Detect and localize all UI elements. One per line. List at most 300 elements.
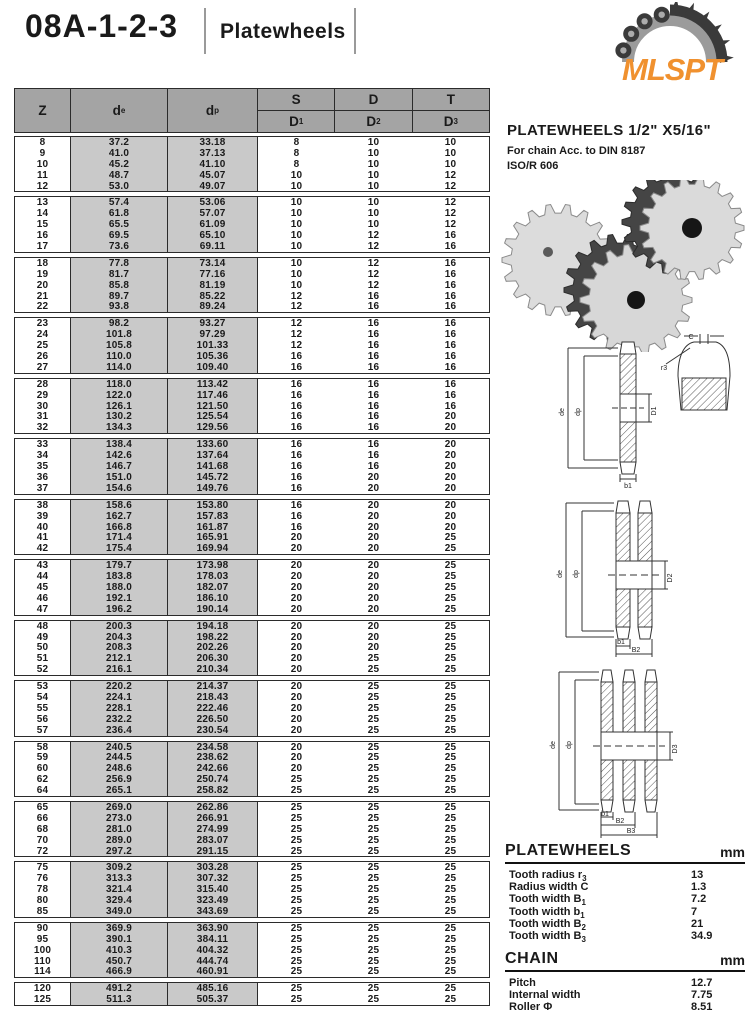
page-title: 08A-1-2-3 <box>25 8 179 44</box>
table-cell: 20 <box>444 499 457 511</box>
table-row <box>15 774 489 785</box>
logo-chain-roller-hole <box>628 31 634 37</box>
table-cell: 73.6 <box>70 241 167 252</box>
table-cell: 145.72 <box>167 472 258 483</box>
table-cell: 68 <box>36 823 49 835</box>
table-cell: 303.28 <box>167 862 258 873</box>
dim-label-b1: b1 <box>617 639 625 646</box>
table-cell: 410.3 <box>70 945 167 956</box>
table-cell: 20 <box>444 521 457 533</box>
table-cell: 10 <box>367 147 380 159</box>
table-cell: 16 <box>444 351 457 362</box>
table-row <box>15 439 489 450</box>
table-cell: 125 <box>33 994 52 1006</box>
table-cell: 10 <box>444 147 457 159</box>
table-row <box>15 681 489 692</box>
table-cell: 122.0 <box>70 390 167 401</box>
table-cell: 25 <box>290 834 303 846</box>
table-cell: 20 <box>367 560 380 572</box>
dim-label-d3: D3 <box>672 744 679 754</box>
table-cell: 25 <box>290 944 303 956</box>
table-cell: 236.4 <box>70 725 167 736</box>
table-cell: 138.4 <box>70 439 167 450</box>
spec-row <box>505 893 745 908</box>
table-cell: 218.43 <box>167 692 258 703</box>
table-body <box>14 136 490 1006</box>
spec-value: 21 <box>691 917 704 930</box>
table-cell: 65.5 <box>70 219 167 230</box>
table-row <box>15 934 489 945</box>
table-cell: 214.37 <box>167 681 258 692</box>
spec-value: 34.9 <box>691 930 713 943</box>
table-cell: 248.6 <box>70 763 167 774</box>
table-group <box>14 620 490 676</box>
table-row <box>15 945 489 956</box>
table-cell: 291.15 <box>167 846 258 857</box>
table-cell: 20 <box>367 571 380 582</box>
table-cell: 20 <box>367 581 380 593</box>
table-cell: 19 <box>36 268 49 280</box>
table-row <box>15 137 489 148</box>
table-cell: 485.16 <box>167 983 258 994</box>
table-cell: 16 <box>290 351 303 362</box>
spec-unit: mm <box>720 952 745 968</box>
table-cell: 20 <box>367 499 380 511</box>
table-cell: 53.06 <box>167 197 258 208</box>
table-group <box>14 438 490 494</box>
table-cell: 20 <box>290 681 303 692</box>
table-cell: 121.50 <box>167 401 258 412</box>
table-cell: 20 <box>290 571 303 582</box>
table-cell: 20 <box>290 752 303 764</box>
table-cell: 37 <box>36 482 49 494</box>
table-cell: 240.5 <box>70 742 167 753</box>
table-cell: 192.1 <box>70 593 167 604</box>
table-cell: 16 <box>444 378 457 390</box>
table-cell: 28 <box>36 378 49 390</box>
section-subtitle-1: For chain Acc. to DIN 8187 <box>507 145 646 157</box>
table-row <box>15 291 489 302</box>
table-cell: 34 <box>36 450 49 462</box>
table-cell: 25 <box>367 823 380 835</box>
table-cell: 10 <box>290 219 303 231</box>
table-cell: 37.13 <box>167 148 258 159</box>
table-row <box>15 280 489 291</box>
table-cell: 25 <box>444 834 457 846</box>
dim-label-dp: dp <box>566 741 573 749</box>
table-cell: 20 <box>367 510 380 522</box>
table-cell: 142.6 <box>70 450 167 461</box>
table-cell: 25 <box>290 785 303 796</box>
table-cell: 25 <box>444 560 457 572</box>
table-cell: 8 <box>39 137 46 148</box>
table-cell: 129.56 <box>167 422 258 433</box>
table-cell: 57.07 <box>167 208 258 219</box>
table-cell: 10 <box>36 158 49 170</box>
table-cell: 10 <box>290 180 303 192</box>
table-cell: 25 <box>444 592 457 604</box>
table-cell: 60 <box>36 763 49 775</box>
table-cell: 20 <box>367 482 380 494</box>
table-group <box>14 861 490 917</box>
table-cell: 117.46 <box>167 390 258 401</box>
table-cell: 25 <box>444 571 457 582</box>
table-row <box>15 543 489 554</box>
table-cell: 25 <box>367 873 380 885</box>
table-cell: 491.2 <box>70 983 167 994</box>
dim-label-b3: B3 <box>626 828 636 835</box>
table-cell: 25 <box>444 664 457 676</box>
table-cell: 16 <box>367 422 380 434</box>
table-cell: 25 <box>367 922 380 934</box>
table-cell: 16 <box>290 461 303 472</box>
col-header-de-base: d <box>112 103 121 118</box>
table-cell: 16 <box>367 450 380 462</box>
table-cell: 53.0 <box>70 181 167 192</box>
table-cell: 110.0 <box>70 351 167 362</box>
table-cell: 12 <box>367 268 380 280</box>
table-cell: 183.8 <box>70 571 167 582</box>
table-cell: 10 <box>290 279 303 291</box>
table-cell: 20 <box>290 642 303 654</box>
spec-header <box>505 842 745 864</box>
spec-label: Pitch <box>509 977 536 989</box>
title-divider-2 <box>354 8 356 54</box>
table-cell: 49 <box>36 631 49 643</box>
table-cell: 204.3 <box>70 632 167 643</box>
table-row <box>15 362 489 373</box>
logo-text: MLSPT <box>622 52 723 84</box>
table-cell: 224.1 <box>70 692 167 703</box>
table-cell: 149.76 <box>167 483 258 494</box>
table-cell: 16 <box>290 521 303 533</box>
table-cell: 89.24 <box>167 301 258 312</box>
table-cell: 89.7 <box>70 291 167 302</box>
table-cell: 41.10 <box>167 159 258 170</box>
table-cell: 25 <box>367 834 380 846</box>
table-cell: 202.26 <box>167 642 258 653</box>
table-cell: 25 <box>444 774 457 786</box>
table-cell: 20 <box>36 279 49 291</box>
table-cell: 16 <box>444 301 457 313</box>
table-cell: 65 <box>36 801 49 813</box>
table-cell: 25 <box>367 966 380 978</box>
table-cell: 55 <box>36 702 49 714</box>
table-cell: 114 <box>34 966 51 978</box>
table-cell: 25 <box>444 642 457 654</box>
table-cell: 511.3 <box>70 994 167 1005</box>
spec-label-sub: 3 <box>582 874 587 884</box>
table-cell: 10 <box>367 208 380 220</box>
table-cell: 25 <box>444 944 457 956</box>
triple-platewheel-drawing <box>543 660 750 840</box>
table-cell: 16 <box>367 329 380 341</box>
table-cell: 130.2 <box>70 411 167 422</box>
table-cell: 25 <box>444 955 457 967</box>
spec-label: Tooth radius $r_3$ <box>509 869 587 884</box>
table-cell: 25 <box>367 702 380 714</box>
table-cell: 53 <box>36 681 49 692</box>
table-cell: 16 <box>290 378 303 390</box>
table-cell: 47 <box>36 603 49 615</box>
table-cell: 162.7 <box>70 511 167 522</box>
table-cell: 16 <box>290 389 303 401</box>
table-cell: 46 <box>36 592 49 604</box>
table-cell: 16 <box>290 482 303 494</box>
table-cell: 20 <box>367 471 380 483</box>
table-cell: 158.6 <box>70 500 167 511</box>
spec-row <box>505 977 745 989</box>
single-sprocket-hole <box>543 247 553 257</box>
table-cell: 100 <box>33 944 52 956</box>
table-row <box>15 197 489 208</box>
table-cell: 77.16 <box>167 269 258 280</box>
table-cell: 25 <box>444 873 457 885</box>
table-cell: 23 <box>36 318 49 330</box>
table-row <box>15 835 489 846</box>
col-header-de: d e <box>70 89 167 132</box>
table-row <box>15 219 489 230</box>
table-cell: 234.58 <box>167 742 258 753</box>
table-cell: 16 <box>444 318 457 330</box>
table-group <box>14 257 490 313</box>
table-cell: 118.0 <box>70 379 167 390</box>
table-cell: 20 <box>367 543 380 555</box>
brand-logo <box>598 2 750 84</box>
table-cell: 113.42 <box>167 379 258 390</box>
table-cell: 16 <box>367 461 380 472</box>
table-group <box>14 741 490 797</box>
title-divider <box>204 8 206 54</box>
table-cell: 25 <box>367 691 380 703</box>
col-header-t: T <box>412 89 489 110</box>
table-row <box>15 725 489 736</box>
table-row <box>15 269 489 280</box>
spec-row <box>505 989 745 1001</box>
table-cell: 12 <box>290 290 303 302</box>
table-row <box>15 340 489 351</box>
table-cell: 25 <box>290 922 303 934</box>
table-cell: 43 <box>36 560 49 572</box>
table-cell: 134.3 <box>70 422 167 433</box>
table-cell: 12 <box>290 318 303 330</box>
table-cell: 25 <box>444 724 457 736</box>
table-cell: 25 <box>367 681 380 692</box>
table-cell: 289.0 <box>70 835 167 846</box>
table-cell: 20 <box>367 592 380 604</box>
logo-chain-roller-hole <box>659 12 665 18</box>
table-cell: 25 <box>367 845 380 857</box>
table-cell: 20 <box>367 620 380 632</box>
table-cell: 31 <box>36 411 49 423</box>
table-cell: 165.91 <box>167 532 258 543</box>
spec-label: Roller Φ <box>509 1001 553 1014</box>
table-cell: 25 <box>290 845 303 857</box>
table-cell: 8 <box>293 137 300 148</box>
table-cell: 16 <box>444 290 457 302</box>
table-cell: 10 <box>367 169 380 181</box>
table-cell: 10 <box>290 257 303 269</box>
table-cell: 188.0 <box>70 582 167 593</box>
spec-row <box>505 930 745 945</box>
table-cell: 20 <box>444 482 457 494</box>
dim-label-b1: b1 <box>601 811 609 818</box>
dim-label-b2: B2 <box>615 818 625 825</box>
table-row <box>15 873 489 884</box>
table-cell: 369.9 <box>70 923 167 934</box>
table-cell: 105.8 <box>70 340 167 351</box>
dim-label-c: C <box>688 334 694 341</box>
table-cell: 62 <box>36 774 49 786</box>
table-cell: 16 <box>290 400 303 412</box>
table-cell: 12 <box>36 180 49 192</box>
table-cell: 25 <box>367 955 380 967</box>
table-cell: 29 <box>36 389 49 401</box>
table-cell: 25 <box>444 653 457 665</box>
table-cell: 17 <box>36 241 49 252</box>
double-sprocket-hole <box>627 291 645 309</box>
table-cell: 20 <box>367 532 380 544</box>
table-row <box>15 895 489 906</box>
table-row <box>15 170 489 181</box>
table-cell: 80 <box>36 895 49 906</box>
table-cell: 20 <box>290 581 303 593</box>
table-cell: 169.94 <box>167 543 258 554</box>
table-cell: 12 <box>290 340 303 352</box>
table-cell: 450.7 <box>70 956 167 967</box>
table-cell: 12 <box>367 241 380 252</box>
spec-label: Internal width <box>509 989 581 1002</box>
table-row <box>15 692 489 703</box>
table-cell: 16 <box>444 257 457 269</box>
table-cell: 16 <box>444 279 457 291</box>
section-subtitle-2: ISO/R 606 <box>507 160 559 172</box>
table-cell: 25 <box>290 983 303 995</box>
table-cell: 52 <box>36 664 49 676</box>
table-cell: 25 <box>444 906 457 917</box>
spec-label: Tooth width $B_1$ <box>509 893 586 908</box>
dim-label-d1: D1 <box>651 406 658 416</box>
table-cell: 25 <box>444 801 457 813</box>
table-cell: 16 <box>367 351 380 362</box>
logo-chain-roller-hole <box>641 18 647 24</box>
table-cell: 51 <box>36 653 49 665</box>
table-cell: 20 <box>290 592 303 604</box>
table-cell: 313.3 <box>70 873 167 884</box>
table-cell: 25 <box>444 752 457 764</box>
table-cell: 44 <box>36 571 49 582</box>
table-cell: 27 <box>36 361 49 373</box>
spec-row <box>505 906 745 918</box>
table-cell: 49.07 <box>167 181 258 192</box>
table-row <box>15 472 489 483</box>
table-cell: 206.30 <box>167 653 258 664</box>
table-cell: 16 <box>367 318 380 330</box>
spec-header <box>505 950 745 972</box>
table-cell: 56 <box>36 713 49 725</box>
table-cell: 25 <box>444 845 457 857</box>
table-cell: 101.8 <box>70 329 167 340</box>
table-cell: 93.8 <box>70 301 167 312</box>
table-cell: 20 <box>290 691 303 703</box>
dim-label-b2: B2 <box>631 647 641 654</box>
table-cell: 230.54 <box>167 725 258 736</box>
table-cell: 101.33 <box>167 340 258 351</box>
col-header-dp: d p <box>167 89 258 132</box>
table-cell: 309.2 <box>70 862 167 873</box>
table-cell: 73.14 <box>167 258 258 269</box>
table-cell: 216.1 <box>70 664 167 675</box>
table-cell: 363.90 <box>167 923 258 934</box>
table-cell: 25 <box>290 955 303 967</box>
table-cell: 10 <box>290 197 303 209</box>
table-row <box>15 966 489 977</box>
table-cell: 25 <box>367 906 380 917</box>
table-cell: 329.4 <box>70 895 167 906</box>
col-header-z: Z <box>38 103 47 118</box>
table-row <box>15 450 489 461</box>
table-cell: 9 <box>39 147 46 159</box>
spec-value: 8.51 <box>691 1001 713 1014</box>
table-cell: 58 <box>36 741 49 753</box>
dim-label-de: de <box>559 408 566 416</box>
table-group <box>14 559 490 615</box>
table-cell: 11 <box>37 169 48 181</box>
table-row <box>15 714 489 725</box>
table-row <box>15 148 489 159</box>
table-cell: 25 <box>290 966 303 978</box>
table-cell: 95 <box>36 933 49 945</box>
table-cell: 444.74 <box>167 956 258 967</box>
table-cell: 25 <box>367 862 380 874</box>
table-cell: 14 <box>36 208 49 220</box>
table-cell: 137.64 <box>167 450 258 461</box>
table-row <box>15 906 489 917</box>
table-cell: 133.60 <box>167 439 258 450</box>
platewheels-spec-table <box>505 842 745 945</box>
spec-value: 12.7 <box>691 977 713 989</box>
table-cell: 20 <box>444 450 457 462</box>
table-cell: 171.4 <box>70 532 167 543</box>
table-cell: 173.98 <box>167 560 258 571</box>
table-cell: 25 <box>367 801 380 813</box>
table-group <box>14 680 490 736</box>
table-cell: 12 <box>290 329 303 341</box>
table-cell: 212.1 <box>70 653 167 664</box>
table-cell: 72 <box>36 845 49 857</box>
table-cell: 220.2 <box>70 681 167 692</box>
table-cell: 10 <box>290 230 303 242</box>
table-cell: 20 <box>290 763 303 775</box>
table-cell: 69.5 <box>70 230 167 241</box>
table-row <box>15 884 489 895</box>
table-cell: 20 <box>290 702 303 714</box>
table-cell: 25 <box>444 532 457 544</box>
table-cell: 33.18 <box>167 137 258 148</box>
table-cell: 25 <box>290 884 303 896</box>
table-cell: 20 <box>290 724 303 736</box>
dim-label-r3: r3 <box>660 365 668 372</box>
table-row <box>15 664 489 675</box>
table-cell: 12 <box>444 208 457 220</box>
table-row <box>15 511 489 522</box>
spec-label: Tooth width $B_2$ <box>509 917 586 932</box>
table-cell: 81.7 <box>70 269 167 280</box>
table-row <box>15 230 489 241</box>
table-cell: 141.68 <box>167 461 258 472</box>
table-cell: 48 <box>36 620 49 632</box>
table-cell: 20 <box>444 461 457 472</box>
